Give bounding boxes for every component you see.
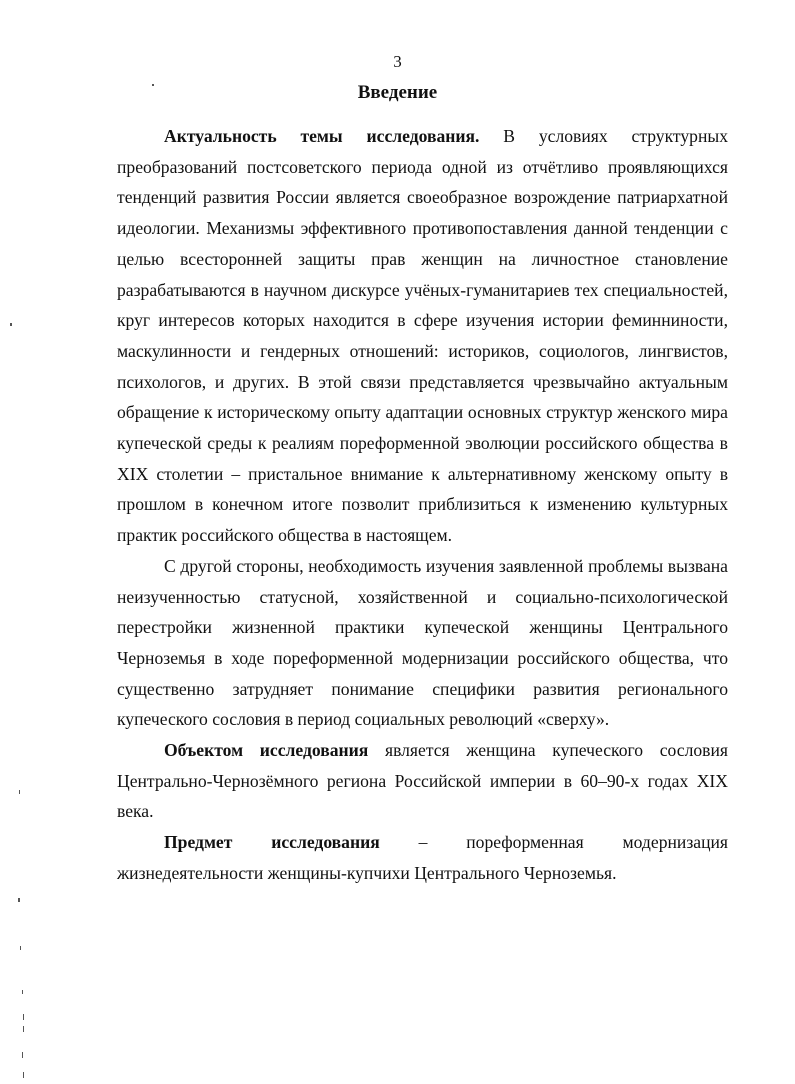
scan-speck bbox=[23, 1026, 24, 1032]
page-number: 3 bbox=[393, 52, 402, 71]
subject-text-line1: – пореформенная модернизация bbox=[379, 832, 729, 853]
paragraph-other-side bbox=[117, 551, 728, 735]
paragraph-relevance bbox=[117, 121, 728, 551]
scan-speck bbox=[22, 990, 23, 994]
scan-speck bbox=[152, 84, 154, 86]
subject-heading: Предмет исследования bbox=[164, 832, 380, 853]
object-text: является женщина купеческого сословия Центрально-Чернозёмного региона Российской империи в 60–90-х годах XIX века. bbox=[117, 740, 728, 822]
other-side-text: С другой стороны, необходимость изучения заявленной проблемы вызвана неизученностью статусной, хозяйственной и социально-психологической перестройки жизненной практики купеческой женщины Центрального Черноземья в ходе пореформенной модернизации российского общества, что существенно затрудняет понимание специфики развития регионального купеческого сословия в период социальных революций «сверху». bbox=[117, 555, 728, 730]
page-title: Введение bbox=[357, 82, 438, 103]
paragraph-object bbox=[117, 735, 728, 827]
scan-speck bbox=[23, 1014, 24, 1020]
scan-speck bbox=[19, 790, 20, 794]
scan-speck bbox=[22, 1052, 23, 1058]
paragraph-subject bbox=[117, 827, 728, 888]
body-text bbox=[117, 121, 728, 889]
subject-text-line2: жизнедеятельности женщины-купчихи Центрального Черноземья. bbox=[117, 862, 617, 883]
relevance-heading: Актуальность темы исследования. bbox=[164, 126, 480, 146]
subject-first-line bbox=[117, 827, 728, 858]
scan-speck bbox=[18, 898, 20, 902]
scan-speck bbox=[10, 323, 12, 326]
scan-speck bbox=[20, 946, 21, 950]
scan-speck bbox=[23, 1072, 24, 1078]
object-heading: Объектом исследования bbox=[164, 740, 369, 761]
relevance-text: В условиях структурных преобразований постсоветского периода одной из отчётливо проявляющихся тенденций развития России является своеобразное возрождение патриархатной идеологии. Механизмы эффективного противопоставления данной тенденции с целью всесторонней защиты прав женщин на личностное становление разрабатываются в научном дискурсе учёных-гуманитариев тех специальностей, круг интересов которых находится в сфере изучения истории феминниности, маскулинности и гендерных отношений: историков, социологов, лингвистов, психологов, и других. В этой связи представляется чрезвычайно актуальным обращение к историческому опыту адаптации основных структур женского мира купеческой среды к реалиям пореформенной эволюции российского общества в XIX столетии – пристальное внимание к альтернативному женскому опыту в прошлом в конечном итоге позволит приблизиться к изменению культурных практик российского общества в настоящем. bbox=[117, 126, 728, 546]
